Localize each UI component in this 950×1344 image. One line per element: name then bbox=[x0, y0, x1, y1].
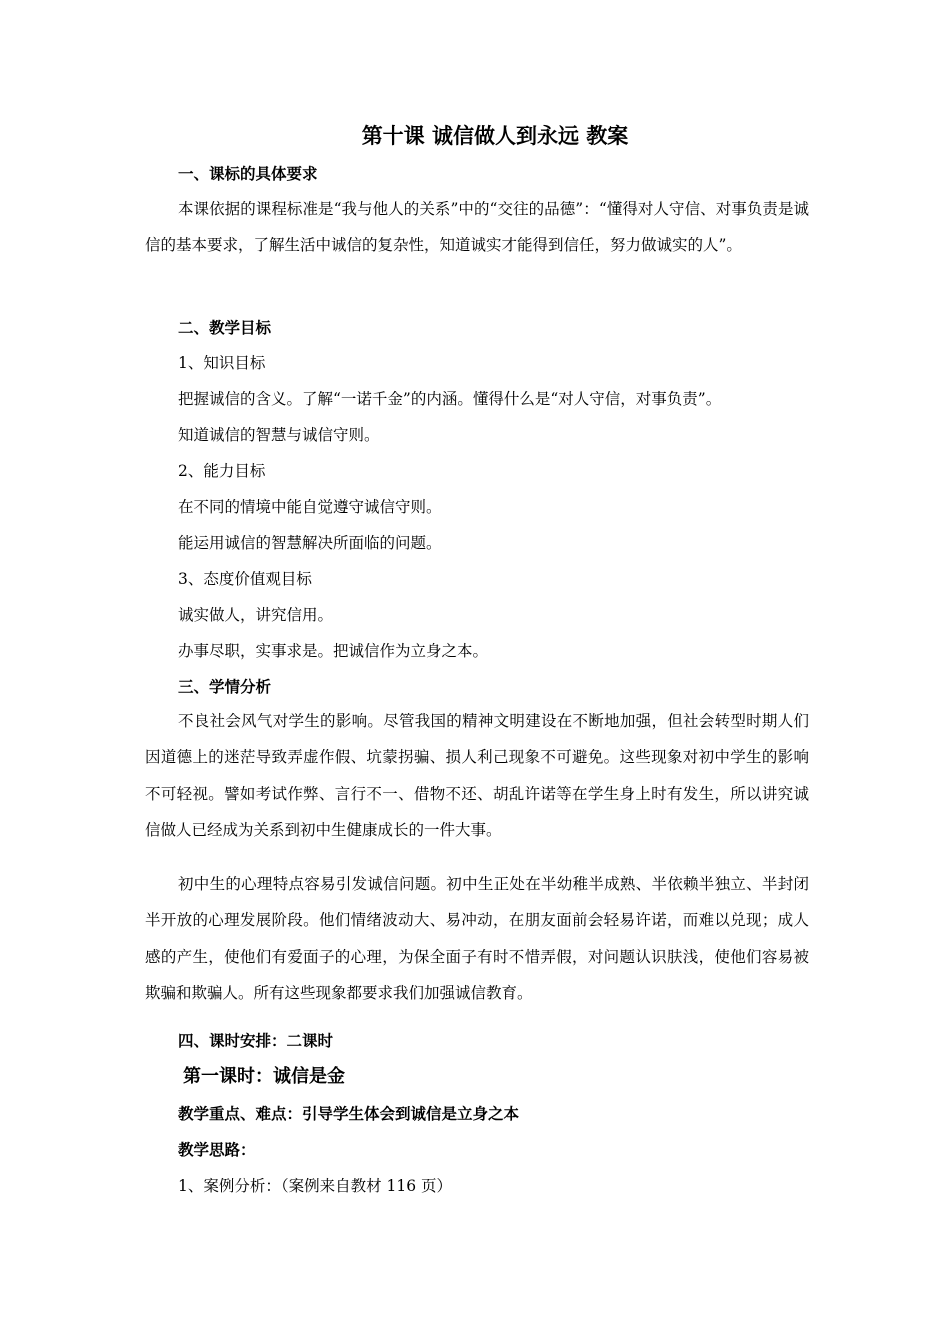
lesson-title: 第一课时：诚信是金 bbox=[183, 1066, 345, 1087]
analysis-paragraph: 不良社会风气对学生的影响。尽管我国的精神文明建设在不断地加强，但社会转型时期人们因道德上的迷茫导致弄虚作假、坑蒙拐骗、损人利己现象不可避免。这些现象对初中学生的影响不可轻视。譬如考试作弊、言行不一、借物不还、胡乱许诺等在学生身上时有发生，所以讲究诚信做人已经成为关系到初中生健康成长的一件大事。 bbox=[145, 712, 809, 839]
section-heading-goals: 二、教学目标 bbox=[178, 319, 272, 337]
section-heading-schedule: 四、课时安排：二课时 bbox=[178, 1032, 334, 1050]
requirements-paragraph: 本课依据的课程标准是“我与他人的关系”中的“交往的品德”：“懂得对人守信、对事负责是诚信的基本要求，了解生活中诚信的复杂性，知道诚实才能得到信任，努力做诚实的人”。 bbox=[145, 200, 809, 255]
analysis-paragraph: 初中生的心理特点容易引发诚信问题。初中生正处在半幼稚半成熟、半依赖半独立、半封闭半开放的心理发展阶段。他们情绪波动大、易冲动，在朋友面前会轻易许诺，而难以兑现；成人感的产生，使他们有爱面子的心理，为保全面子有时不惜弄假，对问题认识肤浅，使他们容易被欺骗和欺骗人。所有这些现象都要求我们加强诚信教育。 bbox=[145, 875, 809, 1002]
teaching-focus: 教学重点、难点：引导学生体会到诚信是立身之本 bbox=[178, 1105, 520, 1123]
knowledge-goal-item: 知道诚信的智慧与诚信守则。 bbox=[178, 426, 380, 444]
ability-goal-item: 在不同的情境中能自觉遵守诚信守则。 bbox=[178, 498, 442, 516]
attitude-goal-item: 诚实做人，讲究信用。 bbox=[178, 606, 334, 624]
teaching-approach: 教学思路： bbox=[178, 1141, 256, 1159]
ability-goal-item: 能运用诚信的智慧解决所面临的问题。 bbox=[178, 534, 442, 552]
ability-goal-label: 2、能力目标 bbox=[178, 462, 266, 480]
knowledge-goal-item: 把握诚信的含义。了解“一诺千金”的内涵。懂得什么是“对人守信，对事负责”。 bbox=[178, 390, 722, 408]
section-heading-requirements: 一、课标的具体要求 bbox=[178, 165, 318, 183]
section-heading-analysis: 三、学情分析 bbox=[178, 678, 272, 696]
case-analysis-item: 1、案例分析：（案例来自教材 116 页） bbox=[178, 1177, 453, 1195]
knowledge-goal-label: 1、知识目标 bbox=[178, 354, 266, 372]
attitude-goal-item: 办事尽职，实事求是。把诚信作为立身之本。 bbox=[178, 642, 489, 660]
attitude-goal-label: 3、态度价值观目标 bbox=[178, 570, 312, 588]
document-title: 第十课 诚信做人到永远 教案 bbox=[361, 124, 629, 148]
